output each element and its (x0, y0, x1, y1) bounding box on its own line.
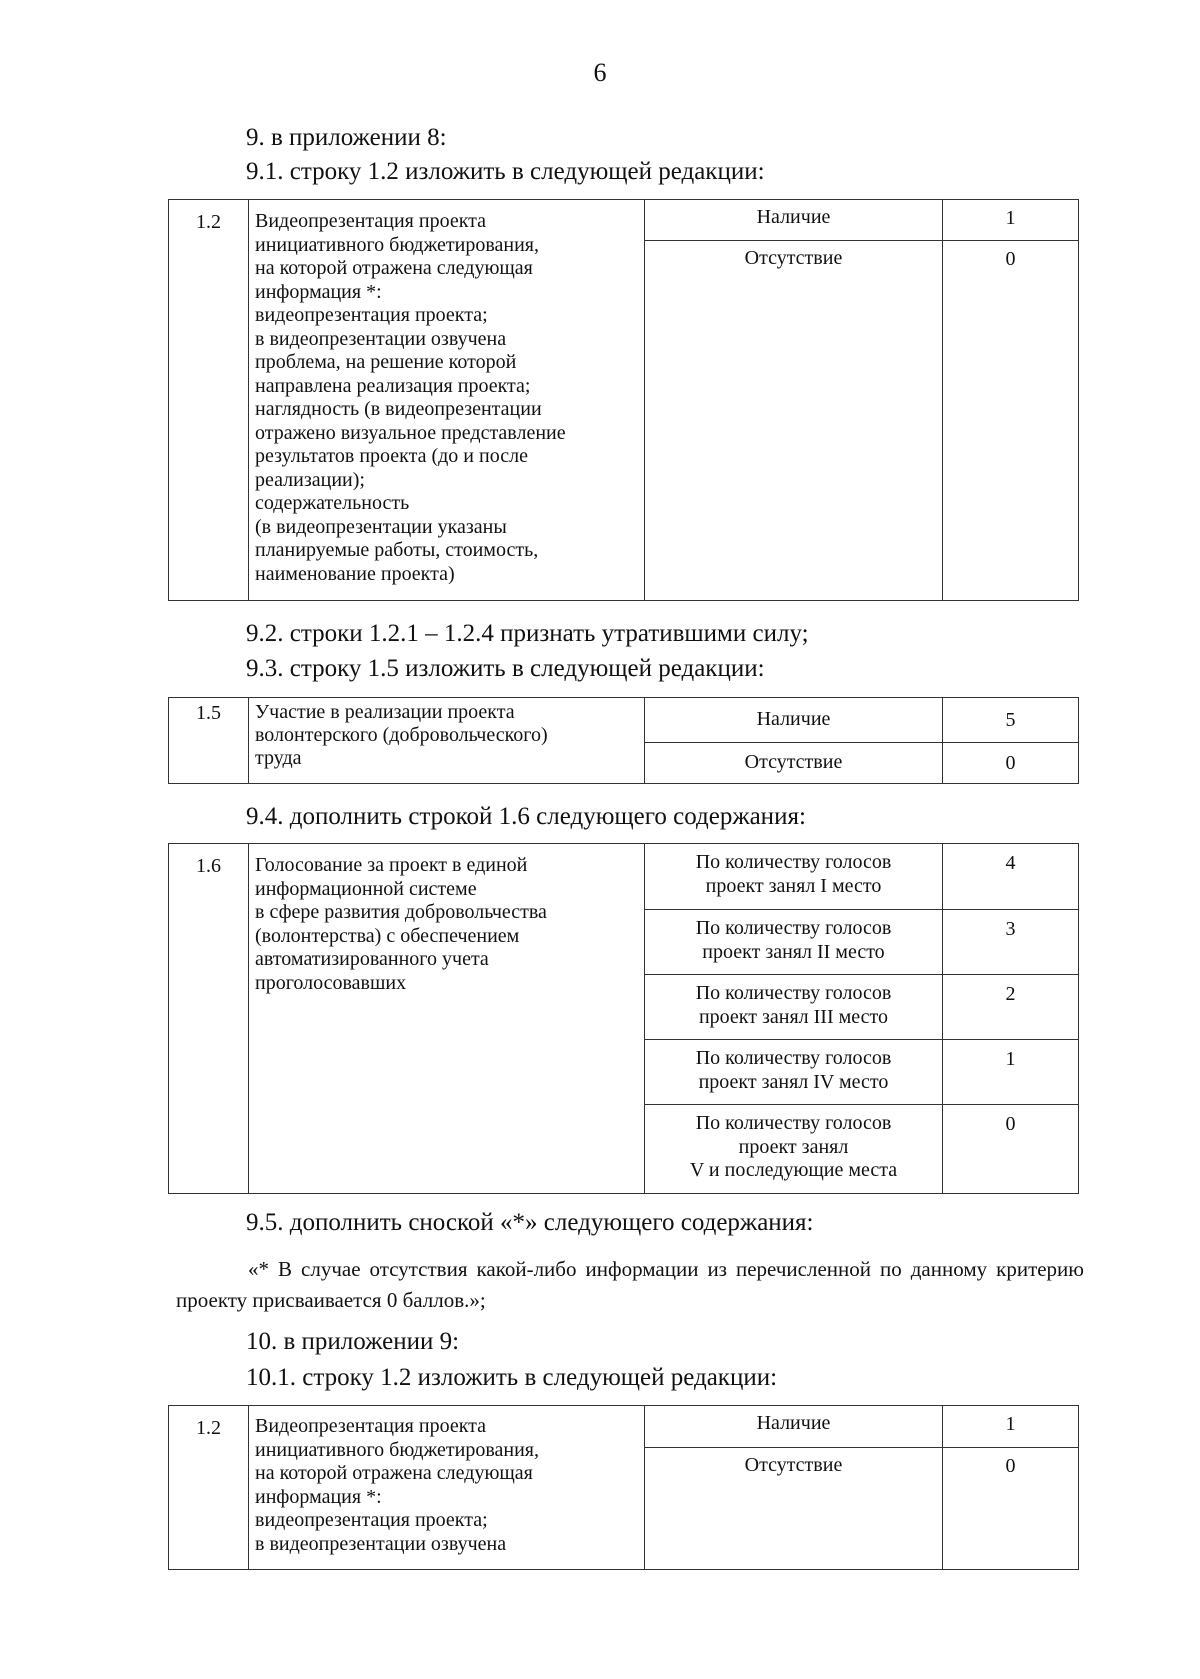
option-label: Отсутствие (645, 1448, 943, 1570)
table-row (169, 1406, 1079, 1448)
option-score: 4 (943, 844, 1079, 910)
table-row (169, 698, 1079, 743)
paragraph-9-2: 9.2. строки 1.2.1 – 1.2.4 признать утратившими силу; (246, 620, 809, 647)
paragraph-9: 9. в приложении 8: (246, 124, 447, 151)
option-label: По количеству голосов проект занял V и последующие места (645, 1105, 943, 1194)
option-score: 0 (943, 241, 1079, 601)
option-score: 1 (943, 200, 1079, 241)
table-row (169, 844, 1079, 910)
paragraph-9-4: 9.4. дополнить строкой 1.6 следующего содержания: (246, 803, 806, 830)
option-label: Наличие (645, 1406, 943, 1448)
option-label: Отсутствие (645, 241, 943, 601)
option-label: Наличие (645, 200, 943, 241)
row-number: 1.5 (169, 698, 249, 784)
row-number: 1.2 (169, 1406, 249, 1570)
option-label: По количеству голосов проект занял III место (645, 975, 943, 1040)
option-label: По количеству голосов проект занял IV место (645, 1040, 943, 1105)
criterion-description: Голосование за проект в единой информационной системе в сфере развития добровольчества (волонтерства) с обеспечением автоматизированного учета проголосовавших (249, 844, 645, 1194)
option-label: По количеству голосов проект занял I место (645, 844, 943, 910)
paragraph-10-1: 10.1. строку 1.2 изложить в следующей редакции: (246, 1364, 778, 1391)
criterion-description: Участие в реализации проекта волонтерского (добровольческого) труда (249, 698, 645, 784)
paragraph-9-3: 9.3. строку 1.5 изложить в следующей редакции: (246, 655, 765, 682)
criterion-description: Видеопрезентация проекта инициативного бюджетирования, на которой отражена следующая информация *: видеопрезентация проекта; в видеопрезентации озвучена (249, 1406, 645, 1570)
criteria-table-1-2 (168, 199, 1079, 601)
row-number: 1.6 (169, 844, 249, 1194)
option-label: По количеству голосов проект занял II место (645, 910, 943, 975)
row-number: 1.2 (169, 200, 249, 601)
page-number: 6 (593, 58, 607, 87)
option-score: 0 (943, 1448, 1079, 1570)
option-score: 1 (943, 1406, 1079, 1448)
option-score: 0 (943, 1105, 1079, 1194)
option-score: 1 (943, 1040, 1079, 1105)
option-score: 0 (943, 743, 1079, 784)
paragraph-9-1: 9.1. строку 1.2 изложить в следующей редакции: (246, 158, 765, 185)
option-score: 3 (943, 910, 1079, 975)
footnote-text: «* В случае отсутствия какой-либо информации из перечисленной по данному критерию проекту присваивается 0 баллов.»; (176, 1257, 1084, 1312)
criteria-table-1-2-appendix-9 (168, 1405, 1079, 1570)
criterion-description: Видеопрезентация проекта инициативного бюджетирования, на которой отражена следующая информация *: видеопрезентация проекта; в видеопрезентации озвучена проблема, на решение которой направлена реализация проекта; наглядность (в видеопрезентации отражено визуальное представление результатов проекта (до и после реализации); содержательность (в видеопрезентации указаны планируемые работы, стоимость, наименование проекта) (249, 200, 645, 601)
criteria-table-1-5 (168, 697, 1079, 784)
option-label: Отсутствие (645, 743, 943, 784)
paragraph-10: 10. в приложении 9: (246, 1328, 460, 1355)
criteria-table-1-6 (168, 843, 1079, 1194)
paragraph-9-5: 9.5. дополнить сноской «*» следующего содержания: (246, 1209, 814, 1236)
option-label: Наличие (645, 698, 943, 743)
table-row (169, 200, 1079, 241)
option-score: 2 (943, 975, 1079, 1040)
option-score: 5 (943, 698, 1079, 743)
